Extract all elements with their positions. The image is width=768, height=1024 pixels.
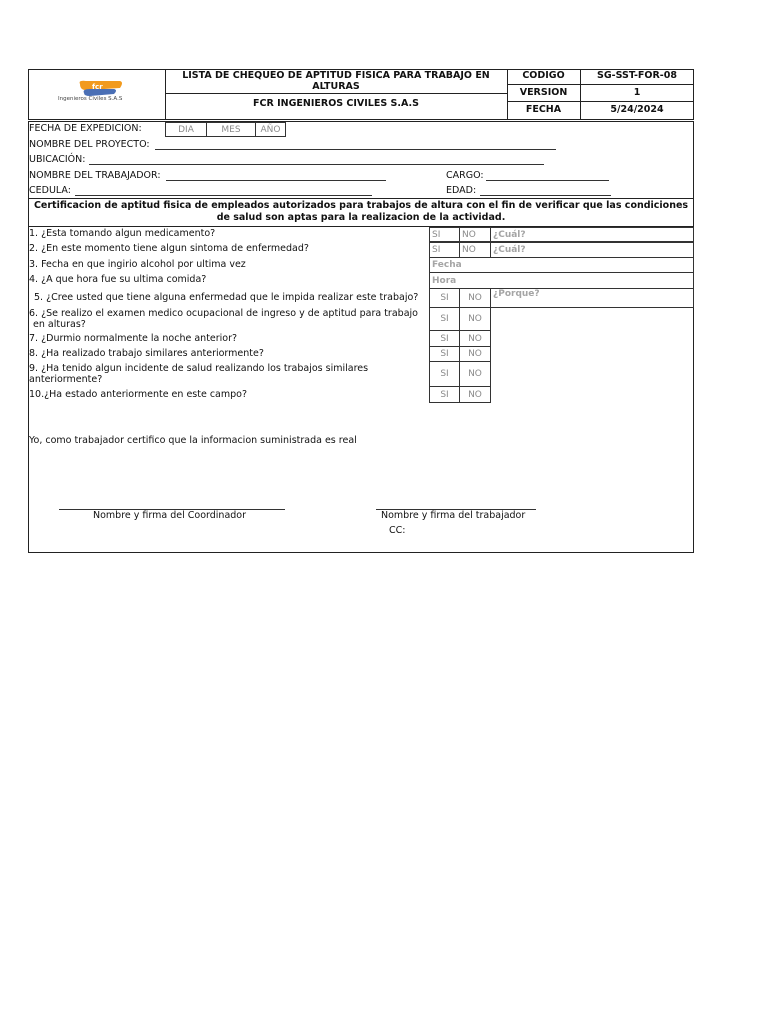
proyecto-line[interactable]	[155, 149, 556, 150]
ubicacion-label: UBICACIÓN:	[29, 154, 86, 165]
question-8: 8. ¿Ha realizado trabajo similares anteriormente?	[29, 348, 264, 359]
question-5: 5. ¿Cree usted que tiene alguna enfermedad que le impida realizar este trabajo?	[34, 292, 419, 303]
trabajador-label: NOMBRE DEL TRABAJADOR:	[29, 170, 161, 181]
q8-si[interactable]: SI	[429, 346, 460, 362]
company-name: FCR INGENIEROS CIVILES S.A.S	[253, 98, 419, 109]
question-6-line2: en alturas?	[33, 319, 86, 330]
dia-field[interactable]: DIA	[165, 122, 207, 137]
edad-line[interactable]	[480, 195, 611, 196]
proyecto-label: NOMBRE DEL PROYECTO:	[29, 139, 150, 150]
coordinator-signature-label: Nombre y firma del Coordinador	[93, 510, 247, 521]
q10-no[interactable]: NO	[459, 386, 491, 403]
version-label: VERSION	[519, 87, 568, 98]
expedicion-label: FECHA DE EXPEDICION:	[29, 123, 142, 134]
q7-si[interactable]: SI	[429, 330, 460, 347]
logo-letters: fcr	[92, 83, 103, 91]
mes-field[interactable]: MES	[206, 122, 256, 137]
q7-no[interactable]: NO	[459, 330, 491, 347]
q6-si[interactable]: SI	[429, 307, 460, 331]
question-9-line1: 9. ¿Ha tenido algun incidente de salud realizando los trabajos similares	[29, 363, 369, 374]
fecha-label: FECHA	[525, 104, 562, 115]
q2-cual[interactable]: ¿Cuál?	[490, 242, 694, 258]
fecha-value: 5/24/2024	[610, 104, 664, 115]
question-4: 4. ¿A que hora fue su ultima comida?	[29, 274, 207, 285]
cargo-line[interactable]	[486, 180, 609, 181]
trabajador-line[interactable]	[166, 180, 386, 181]
q5-si[interactable]: SI	[429, 288, 460, 308]
q3-fecha[interactable]: Fecha	[429, 257, 694, 273]
q5-porque[interactable]: ¿Porque?	[490, 288, 694, 308]
question-10: 10.¿Ha estado anteriormente en este campo?	[29, 389, 248, 400]
q1-cual[interactable]: ¿Cuál?	[490, 227, 694, 242]
q1-no[interactable]: NO	[459, 227, 491, 242]
question-7: 7. ¿Durmio normalmente la noche anterior?	[29, 333, 238, 344]
cedula-label: CEDULA:	[29, 185, 71, 196]
company-logo	[58, 80, 148, 108]
company-tagline: Ingenieros Civiles S.A.S	[58, 96, 123, 102]
worker-signature-label: Nombre y firma del trabajador	[381, 510, 526, 521]
anio-field[interactable]: AÑO	[255, 122, 286, 137]
certification-text: Certificacion de aptitud fisica de empleados autorizados para trabajos de altura con el fin de verificar que las condiciones de salud son aptas para la realizacion de la actividad.	[33, 200, 689, 223]
question-3: 3. Fecha en que ingirio alcohol por ultima vez	[29, 259, 246, 270]
q5-no[interactable]: NO	[459, 288, 491, 308]
question-9-line2: anteriormente?	[29, 374, 103, 385]
form-title: LISTA DE CHEQUEO DE APTITUD FISICA PARA TRABAJO EN ALTURAS	[182, 70, 490, 92]
cedula-line[interactable]	[75, 195, 372, 196]
q4-hora[interactable]: Hora	[429, 272, 694, 289]
question-1: 1. ¿Esta tomando algun medicamento?	[29, 228, 216, 239]
q2-si[interactable]: SI	[429, 242, 460, 258]
q9-si[interactable]: SI	[429, 361, 460, 387]
codigo-value: SG-SST-FOR-08	[597, 70, 677, 81]
question-6-line1: 6. ¿Se realizo el examen medico ocupacional de ingreso y de aptitud para trabajo	[29, 308, 418, 319]
edad-label: EDAD:	[446, 185, 477, 196]
question-2: 2. ¿En este momento tiene algun sintoma de enfermedad?	[29, 243, 309, 254]
q1-si[interactable]: SI	[429, 227, 460, 242]
version-value: 1	[633, 87, 641, 98]
q6-no[interactable]: NO	[459, 307, 491, 331]
ubicacion-line[interactable]	[89, 164, 544, 165]
declaration-text: Yo, como trabajador certifico que la informacion suministrada es real	[29, 435, 357, 446]
q9-no[interactable]: NO	[459, 361, 491, 387]
q10-si[interactable]: SI	[429, 386, 460, 403]
cargo-label: CARGO:	[446, 170, 484, 181]
q8-no[interactable]: NO	[459, 346, 491, 362]
codigo-label: CODIGO	[522, 70, 565, 81]
q2-no[interactable]: NO	[459, 242, 491, 258]
cc-label: CC:	[389, 525, 406, 536]
